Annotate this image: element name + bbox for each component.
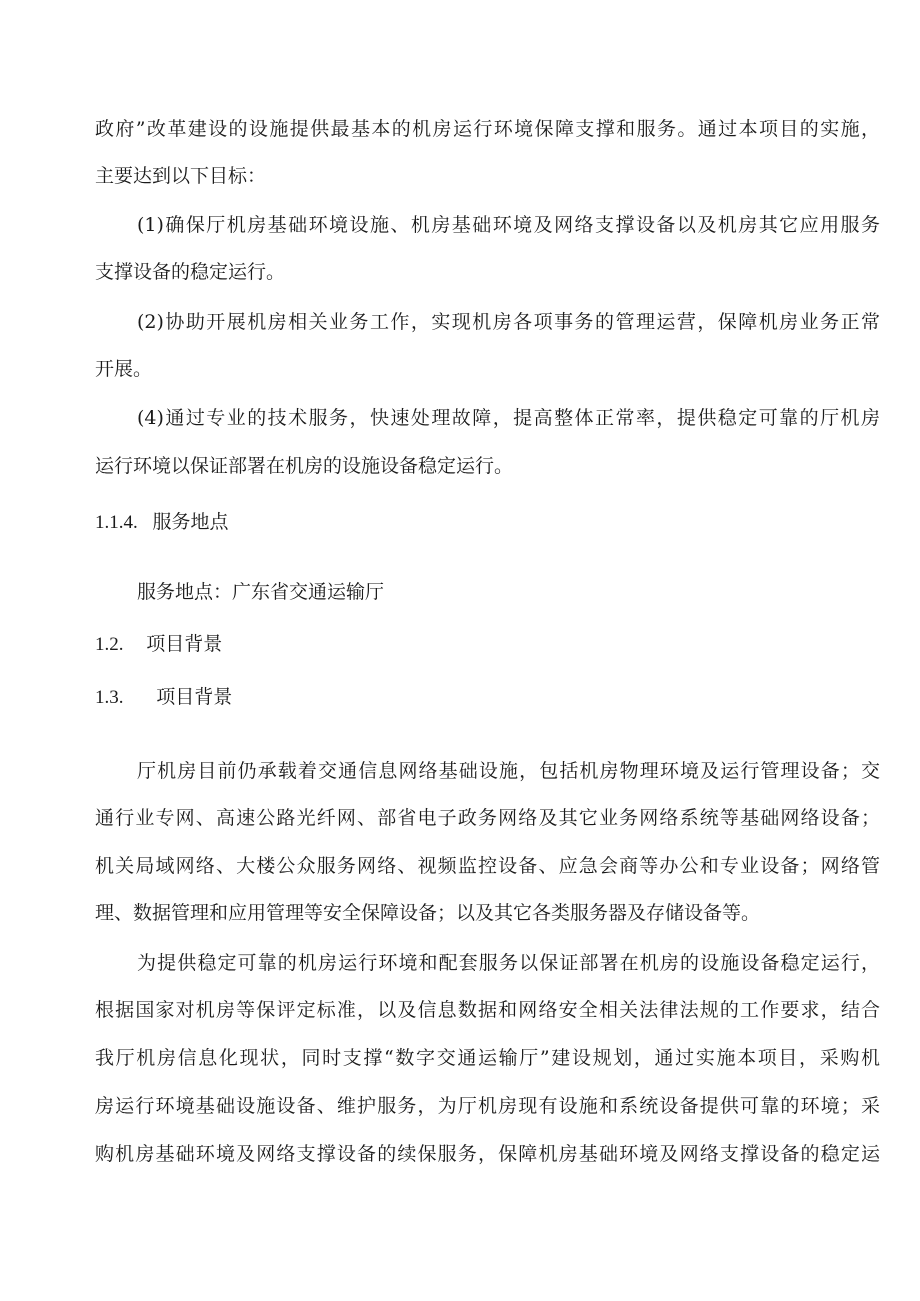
paragraph-line: 运行环境以保证部署在机房的设施设备稳定运行。 (95, 455, 514, 477)
section-title: 项目背景 (146, 633, 223, 655)
paragraph-line: 机关局域网络、大楼公众服务网络、视频监控设备、应急会商等办公和专业设备；网络管 (95, 855, 880, 877)
service-location: 服务地点：广东省交通运输厅 (137, 581, 385, 603)
section-title: 项目背景 (156, 686, 233, 708)
paragraph-line: 支撑设备的稳定运行。 (95, 261, 286, 283)
paragraph-line: 通行业专网、高速公路光纤网、部省电子政务网络及其它业务网络系统等基础网络设备； (95, 807, 880, 829)
section-number: 1.3. (95, 687, 124, 708)
paragraph-line: (4)通过专业的技术服务，快速处理故障，提高整体正常率，提供稳定可靠的厅机房 (137, 407, 880, 429)
paragraph-line: 购机房基础环境及网络支撑设备的续保服务，保障机房基础环境及网络支撑设备的稳定运 (95, 1143, 880, 1165)
section-title: 服务地点 (152, 511, 229, 533)
paragraph-line: 我厅机房信息化现状，同时支撑“数字交通运输厅”建设规划，通过实施本项目，采购机 (95, 1047, 880, 1069)
paragraph-line: 主要达到以下目标： (95, 165, 267, 187)
section-heading (95, 510, 229, 535)
paragraph-line: (1)确保厅机房基础环境设施、机房基础环境及网络支撑设备以及机房其它应用服务 (137, 214, 880, 236)
section-number: 1.1.4. (95, 512, 138, 533)
section-number: 1.2. (95, 634, 124, 655)
paragraph-line: 根据国家对机房等保评定标准，以及信息数据和网络安全相关法律法规的工作要求，结合 (95, 999, 880, 1021)
section-heading (95, 685, 232, 710)
paragraph-line: 理、数据管理和应用管理等安全保障设备；以及其它各类服务器及存储设备等。 (95, 902, 761, 924)
paragraph-line: 开展。 (95, 358, 153, 380)
paragraph-line: 政府”改革建设的设施提供最基本的机房运行环境保障支撑和服务。通过本项目的实施， (95, 118, 880, 140)
section-heading (95, 632, 222, 657)
paragraph-line: 为提供稳定可靠的机房运行环境和配套服务以保证部署在机房的设施设备稳定运行， (137, 952, 880, 974)
paragraph-line: (2)协助开展机房相关业务工作，实现机房各项事务的管理运营，保障机房业务正常 (137, 311, 880, 333)
paragraph-line: 房运行环境基础设施设备、维护服务，为厅机房现有设施和系统设备提供可靠的环境；采 (95, 1095, 880, 1117)
paragraph-line: 厅机房目前仍承载着交通信息网络基础设施，包括机房物理环境及运行管理设备；交 (137, 760, 880, 782)
